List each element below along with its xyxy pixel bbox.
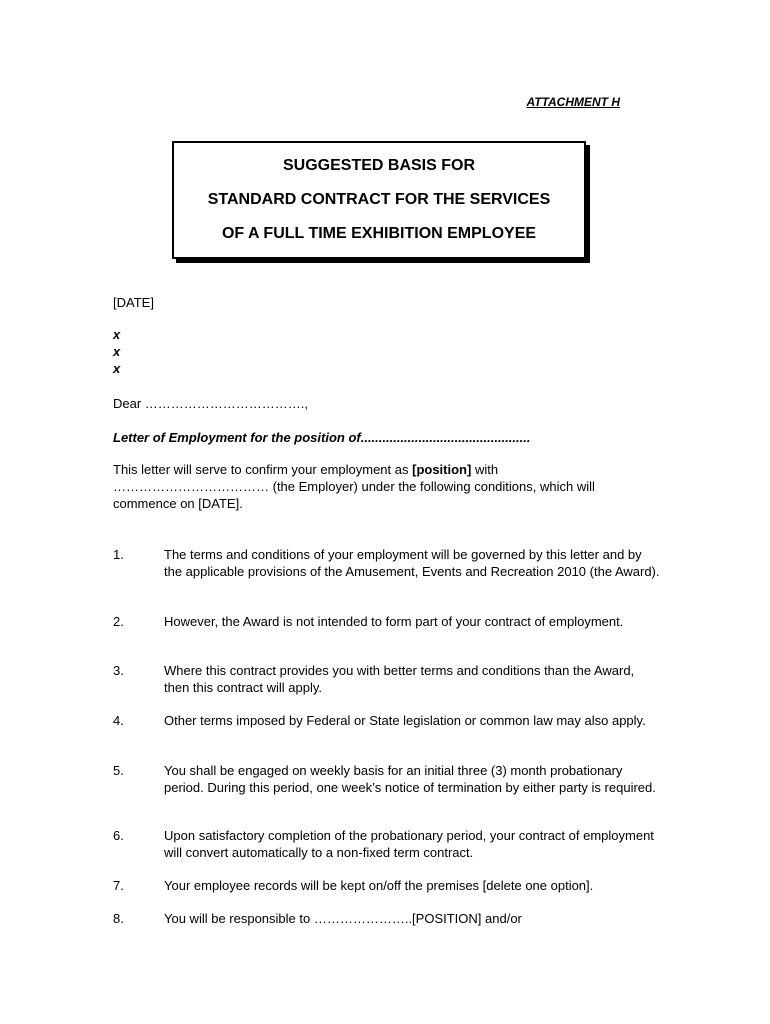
item-number: 7. xyxy=(113,878,124,893)
address-block xyxy=(113,326,120,377)
item-text: However, the Award is not intended to form part of your contract of employment. xyxy=(164,614,624,629)
item-number: 2. xyxy=(113,614,124,629)
address-line-3: x xyxy=(113,361,121,376)
intro-text-end: with ……………………………… (the Employer) under the following conditions, which will commence on [DATE]. xyxy=(113,462,595,511)
subject-line: Letter of Employment for the position of............................................... xyxy=(113,430,531,445)
intro-paragraph xyxy=(113,461,653,512)
item-text: Where this contract provides you with better terms and conditions than the Award, then this contract will apply. xyxy=(164,663,635,695)
title-line-3: OF A FULL TIME EXHIBITION EMPLOYEE xyxy=(221,225,537,242)
item-text: You will be responsible to …………………..[POSITION] and/or xyxy=(164,911,522,926)
item-number: 4. xyxy=(113,713,124,728)
attachment-label: ATTACHMENT H xyxy=(526,95,620,109)
letter-date: [DATE] xyxy=(113,295,154,310)
intro-text-start: This letter will serve to confirm your employment as xyxy=(113,462,413,477)
item-text: Your employee records will be kept on/off the premises [delete one option]. xyxy=(164,878,594,893)
title-line-2: STANDARD CONTRACT FOR THE SERVICES xyxy=(207,191,551,208)
title-box xyxy=(172,141,586,259)
item-number: 1. xyxy=(113,547,124,562)
intro-position-placeholder: [position] xyxy=(412,462,472,477)
item-text: Upon satisfactory completion of the probationary period, your contract of employment will convert automatically to a non-fixed term contract. xyxy=(164,828,654,860)
item-text: The terms and conditions of your employment will be governed by this letter and by the applicable provisions of the Amusement, Events and Recreation 2010 (the Award). xyxy=(164,547,660,579)
item-number: 8. xyxy=(113,911,124,926)
address-line-1: x xyxy=(113,327,121,342)
item-text: You shall be engaged on weekly basis for an initial three (3) month probationary period. During this period, one week’s notice of termination by either party is required. xyxy=(164,763,656,795)
address-line-2: x xyxy=(113,344,121,359)
salutation: Dear ………………………………., xyxy=(113,396,309,411)
item-number: 6. xyxy=(113,828,124,843)
item-number: 5. xyxy=(113,763,124,778)
title-line-1: SUGGESTED BASIS FOR xyxy=(282,157,476,174)
item-text: Other terms imposed by Federal or State legislation or common law may also apply. xyxy=(164,713,646,728)
item-number: 3. xyxy=(113,663,124,678)
